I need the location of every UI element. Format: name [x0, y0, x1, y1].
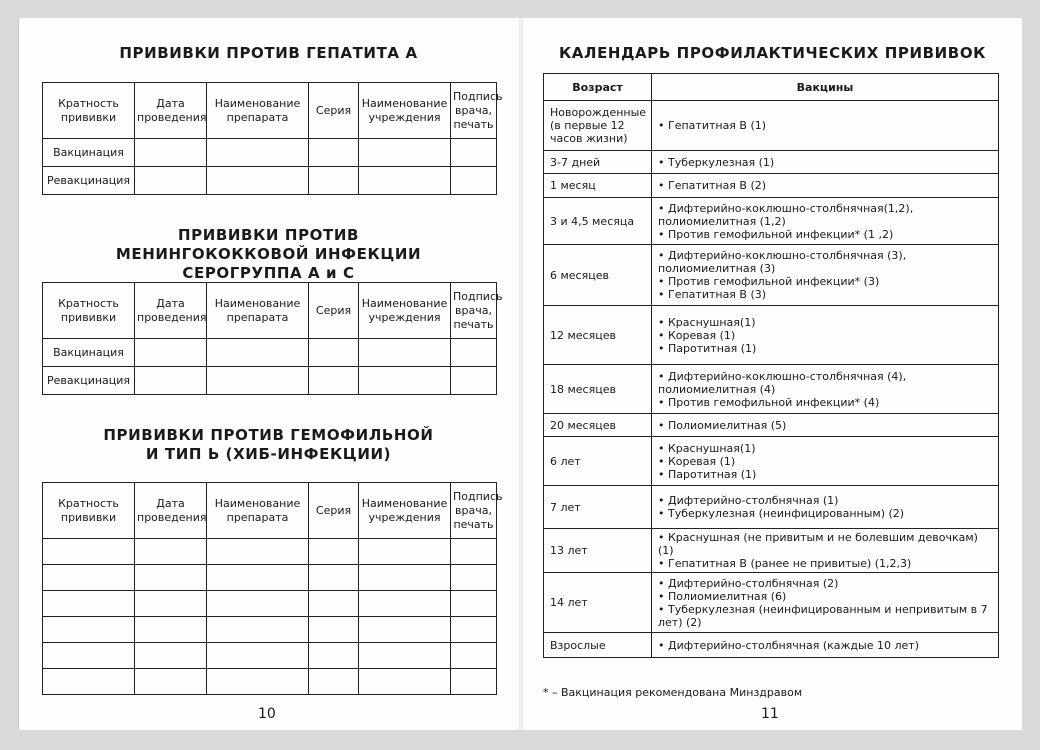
vaccine-item: • Туберкулезная (1) [658, 156, 992, 169]
institution-cell[interactable] [359, 539, 451, 565]
row-label[interactable] [43, 669, 135, 695]
institution-cell[interactable] [359, 139, 451, 167]
table-row [43, 643, 497, 669]
col-header-multiplicity: Кратность прививки [43, 83, 135, 139]
col-header-date: Дата проведения [135, 483, 207, 539]
series-cell[interactable] [309, 139, 359, 167]
vaccine-item: • Против гемофильной инфекции* (1 ,2) [658, 228, 992, 241]
vaccines-cell [652, 245, 999, 306]
calendar-row [544, 198, 999, 245]
calendar-row [544, 573, 999, 633]
vaccine-item: • Коревая (1) [658, 329, 992, 342]
age-cell: 14 лет [544, 573, 652, 633]
hib-heading: ПРИВИВКИ ПРОТИВ ГЕМОФИЛЬНОЙ И ТИП Ь (ХИБ-ИНФЕКЦИИ) [103, 426, 434, 463]
col-header-multiplicity: Кратность прививки [43, 483, 135, 539]
vaccine-item: • Дифтерийно-столбнячная (1) [658, 494, 992, 507]
series-cell[interactable] [309, 669, 359, 695]
vaccine-item: • Краснушная(1) [658, 442, 992, 455]
vaccine-item: • Дифтерийно-коклюшно-столбнячная(1,2), полиомиелитная (1,2) [658, 202, 992, 228]
date-cell[interactable] [135, 565, 207, 591]
row-label: Вакцинация [43, 139, 135, 167]
drug-cell[interactable] [207, 643, 309, 669]
signature-cell[interactable] [451, 669, 497, 695]
drug-cell[interactable] [207, 167, 309, 195]
vaccine-item: • Гепатитная В (2) [658, 179, 992, 192]
hepatitis-a-table [42, 82, 503, 195]
footnote: * – Вакцинация рекомендована Минздравом [543, 686, 803, 699]
calendar-row [544, 306, 999, 365]
col-header-drug-name: Наименование препарата [207, 283, 309, 339]
date-cell[interactable] [135, 167, 207, 195]
calendar-row [544, 365, 999, 414]
drug-cell[interactable] [207, 669, 309, 695]
table-row [43, 617, 497, 643]
date-cell[interactable] [135, 339, 207, 367]
col-header-signature: Подпись врача, печать [451, 483, 497, 539]
vaccine-item: • Дифтерийно-коклюшно-столбнячная (4), полиомиелитная (4) [658, 370, 992, 396]
col-header-date: Дата проведения [135, 283, 207, 339]
series-cell[interactable] [309, 643, 359, 669]
vaccine-list [658, 179, 992, 192]
vaccines-cell [652, 101, 999, 151]
calendar-row [544, 529, 999, 573]
date-cell[interactable] [135, 139, 207, 167]
age-cell: 6 месяцев [544, 245, 652, 306]
table-row [43, 565, 497, 591]
table-row [43, 339, 497, 367]
institution-cell[interactable] [359, 367, 451, 395]
calendar-row [544, 151, 999, 174]
vaccine-list [658, 370, 992, 409]
vaccine-item: • Гепатитная В (1) [658, 119, 992, 132]
signature-cell[interactable] [451, 591, 497, 617]
vaccine-item: • Против гемофильной инфекции* (4) [658, 396, 992, 409]
vaccine-item: • Гепатитная В (3) [658, 288, 992, 301]
vaccine-list [658, 442, 992, 481]
row-label: Ревакцинация [43, 167, 135, 195]
series-cell[interactable] [309, 617, 359, 643]
col-header-institution: Наименование учреждения [359, 283, 451, 339]
vaccine-list [658, 494, 992, 520]
age-cell: Новорожденные (в первые 12 часов жизни) [544, 101, 652, 151]
institution-cell[interactable] [359, 669, 451, 695]
vaccine-item: • Гепатитная В (ранее не привитые) (1,2,3) [658, 557, 992, 570]
page-number: 11 [761, 706, 779, 722]
drug-cell[interactable] [207, 539, 309, 565]
institution-cell[interactable] [359, 565, 451, 591]
col-header-signature: Подпись врача, печать [451, 83, 497, 139]
col-header-signature: Подпись врача, печать [451, 283, 497, 339]
institution-cell[interactable] [359, 617, 451, 643]
vaccines-cell [652, 437, 999, 486]
age-cell: 1 месяц [544, 174, 652, 198]
col-header-series: Серия [309, 483, 359, 539]
table-header-row [43, 483, 497, 539]
series-cell[interactable] [309, 591, 359, 617]
row-label[interactable] [43, 539, 135, 565]
vaccine-item: • Дифтерийно-столбнячная (каждые 10 лет) [658, 639, 992, 652]
institution-cell[interactable] [359, 167, 451, 195]
age-cell: 7 лет [544, 486, 652, 529]
vaccine-list [658, 156, 992, 169]
series-cell[interactable] [309, 367, 359, 395]
vaccine-item: • Полиомиелитная (6) [658, 590, 992, 603]
table-header-row [43, 83, 497, 139]
institution-cell[interactable] [359, 339, 451, 367]
col-header-institution: Наименование учреждения [359, 483, 451, 539]
age-cell: 12 месяцев [544, 306, 652, 365]
table-row [43, 367, 497, 395]
signature-cell[interactable] [451, 539, 497, 565]
vaccine-item: • Туберкулезная (неинфицированным) (2) [658, 507, 992, 520]
signature-cell[interactable] [451, 139, 497, 167]
series-cell[interactable] [309, 167, 359, 195]
calendar-row [544, 101, 999, 151]
table-row [43, 669, 497, 695]
vaccine-list [658, 316, 992, 355]
drug-cell[interactable] [207, 565, 309, 591]
signature-cell[interactable] [451, 643, 497, 669]
table-row [43, 539, 497, 565]
vaccines-cell [652, 486, 999, 529]
vaccine-list [658, 119, 992, 132]
table-row [43, 591, 497, 617]
calendar-row [544, 174, 999, 198]
row-label[interactable] [43, 643, 135, 669]
institution-cell[interactable] [359, 643, 451, 669]
age-cell: Взрослые [544, 633, 652, 658]
age-cell: 18 месяцев [544, 365, 652, 414]
col-header-age: Возраст [544, 74, 652, 101]
vaccine-item: • Дифтерийно-столбнячная (2) [658, 577, 992, 590]
col-header-series: Серия [309, 83, 359, 139]
signature-cell[interactable] [451, 565, 497, 591]
vaccines-cell [652, 633, 999, 658]
vaccine-item: • Краснушная (не привитым и не болевшим девочкам) (1) [658, 531, 992, 557]
meningococcal-table [42, 282, 503, 395]
hepatitis-a-heading: ПРИВИВКИ ПРОТИВ ГЕПАТИТА А [119, 44, 418, 62]
vaccines-cell [652, 573, 999, 633]
table-header-row [43, 283, 497, 339]
vaccine-item: • Полиомиелитная (5) [658, 419, 992, 432]
vaccine-list [658, 419, 992, 432]
calendar-row [544, 245, 999, 306]
institution-cell[interactable] [359, 591, 451, 617]
calendar-row [544, 437, 999, 486]
col-header-drug-name: Наименование препарата [207, 483, 309, 539]
calendar-row [544, 633, 999, 658]
age-cell: 6 лет [544, 437, 652, 486]
date-cell[interactable] [135, 617, 207, 643]
age-cell: 3-7 дней [544, 151, 652, 174]
vaccines-cell [652, 414, 999, 437]
vaccines-cell [652, 365, 999, 414]
date-cell[interactable] [135, 539, 207, 565]
vaccine-list [658, 577, 992, 629]
signature-cell[interactable] [451, 367, 497, 395]
vaccine-item: • Против гемофильной инфекции* (3) [658, 275, 992, 288]
table-row [43, 167, 497, 195]
row-label[interactable] [43, 617, 135, 643]
page-right [523, 18, 1022, 730]
col-header-vaccines: Вакцины [652, 74, 999, 101]
vaccine-list [658, 639, 992, 652]
vaccine-item: • Туберкулезная (неинфицированным и непривитым в 7 лет) (2) [658, 603, 992, 629]
signature-cell[interactable] [451, 617, 497, 643]
row-label[interactable] [43, 591, 135, 617]
drug-cell[interactable] [207, 139, 309, 167]
col-header-series: Серия [309, 283, 359, 339]
vaccines-cell [652, 151, 999, 174]
vaccination-calendar-table [543, 73, 999, 658]
calendar-row [544, 486, 999, 529]
date-cell[interactable] [135, 367, 207, 395]
table-header-row [544, 74, 999, 101]
vaccine-list [658, 531, 992, 570]
vaccine-list [658, 202, 992, 241]
col-header-drug-name: Наименование препарата [207, 83, 309, 139]
vaccine-item: • Паротитная (1) [658, 468, 992, 481]
vaccine-item: • Краснушная(1) [658, 316, 992, 329]
calendar-row [544, 414, 999, 437]
date-cell[interactable] [135, 643, 207, 669]
hib-table [42, 482, 503, 695]
calendar-body [544, 101, 999, 658]
row-label: Ревакцинация [43, 367, 135, 395]
vaccine-item: • Дифтерийно-коклюшно-столбнячная (3), полиомиелитная (3) [658, 249, 992, 275]
vaccine-item: • Коревая (1) [658, 455, 992, 468]
vaccines-cell [652, 306, 999, 365]
age-cell: 20 месяцев [544, 414, 652, 437]
date-cell[interactable] [135, 669, 207, 695]
series-cell[interactable] [309, 539, 359, 565]
page-number: 10 [258, 706, 276, 722]
age-cell: 3 и 4,5 месяца [544, 198, 652, 245]
vaccines-cell [652, 174, 999, 198]
date-cell[interactable] [135, 591, 207, 617]
calendar-heading: КАЛЕНДАРЬ ПРОФИЛАКТИЧЕСКИХ ПРИВИВОК [558, 44, 987, 62]
drug-cell[interactable] [207, 617, 309, 643]
vaccines-cell [652, 529, 999, 573]
drug-cell[interactable] [207, 339, 309, 367]
table-row [43, 139, 497, 167]
meningococcal-heading: ПРИВИВКИ ПРОТИВ МЕНИНГОКОККОВОЙ ИНФЕКЦИИ СЕРОГРУППА А и С [115, 226, 422, 282]
col-header-institution: Наименование учреждения [359, 83, 451, 139]
signature-cell[interactable] [451, 167, 497, 195]
vaccines-cell [652, 198, 999, 245]
series-cell[interactable] [309, 339, 359, 367]
vaccine-item: • Паротитная (1) [658, 342, 992, 355]
row-label: Вакцинация [43, 339, 135, 367]
col-header-multiplicity: Кратность прививки [43, 283, 135, 339]
drug-cell[interactable] [207, 367, 309, 395]
age-cell: 13 лет [544, 529, 652, 573]
col-header-date: Дата проведения [135, 83, 207, 139]
vaccine-list [658, 249, 992, 301]
row-label[interactable] [43, 565, 135, 591]
drug-cell[interactable] [207, 591, 309, 617]
page-left [18, 18, 519, 730]
signature-cell[interactable] [451, 339, 497, 367]
series-cell[interactable] [309, 565, 359, 591]
